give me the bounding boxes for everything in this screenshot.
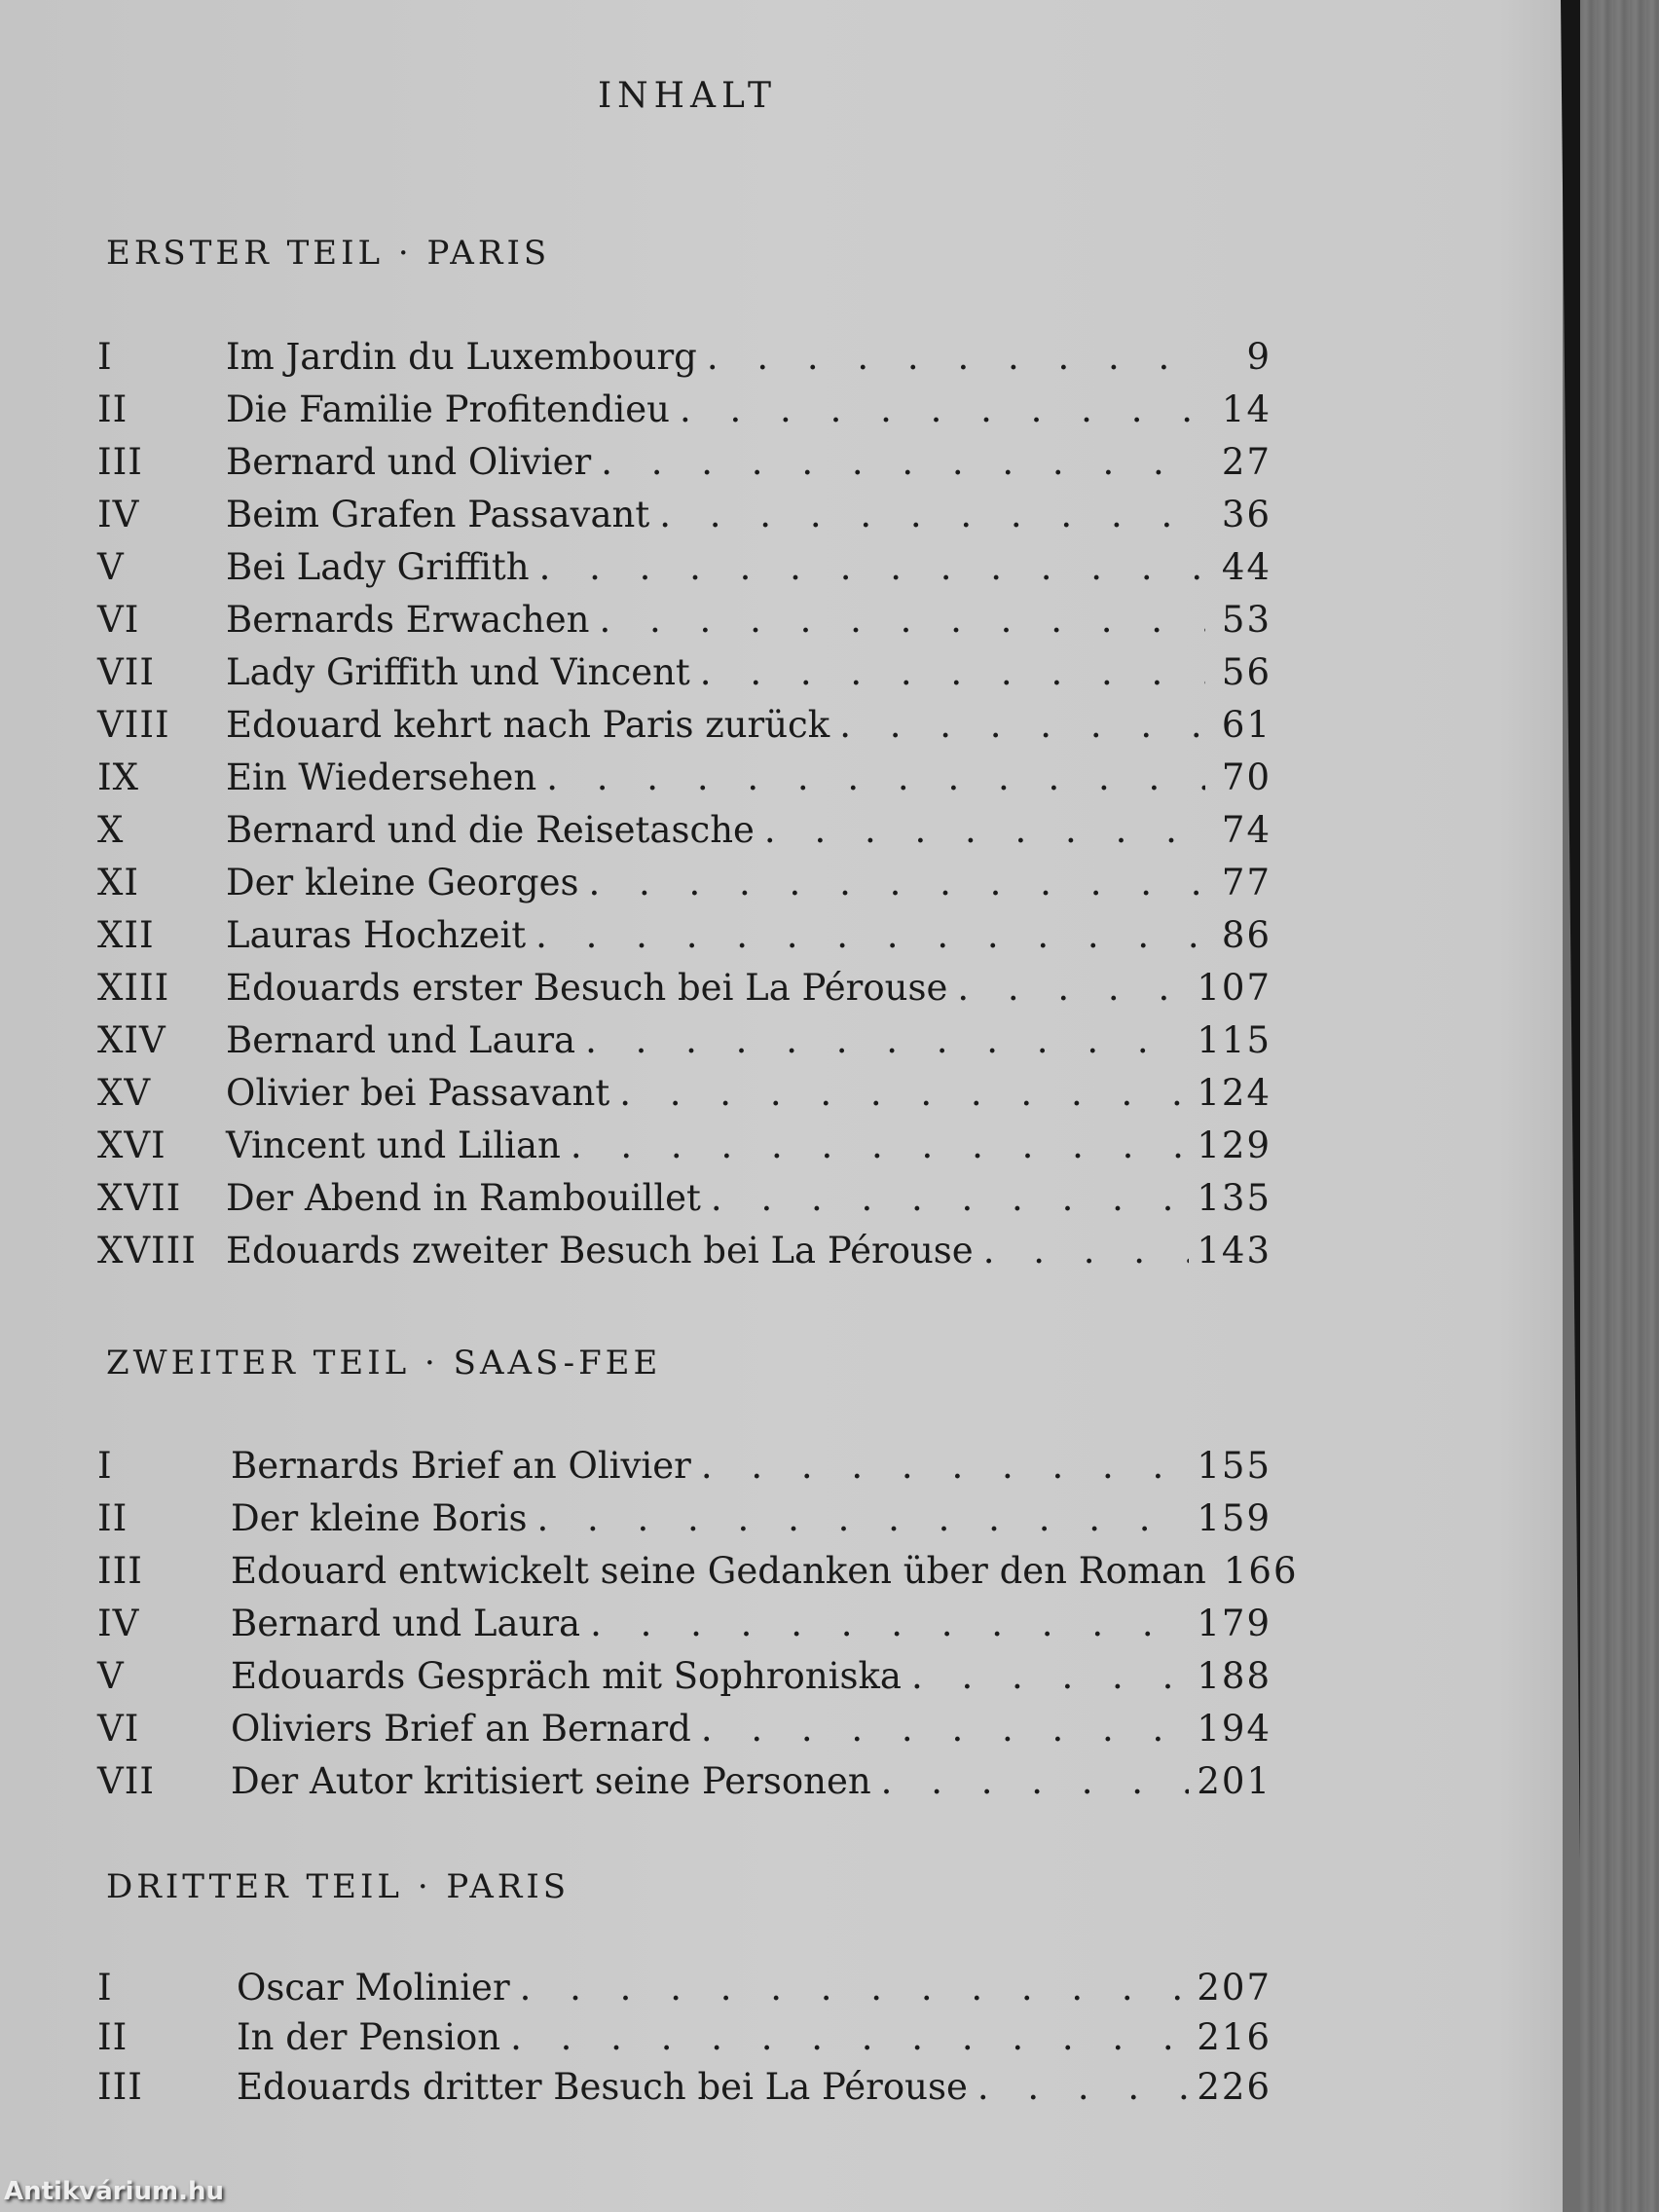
chapter-title: Edouards erster Besuch bei La Pérouse <box>226 967 948 1009</box>
page-number: 9 <box>1246 336 1272 378</box>
chapter-number: II <box>97 2016 129 2058</box>
toc-entry <box>97 756 1272 809</box>
page-number: 166 <box>1223 1550 1299 1592</box>
toc-entry <box>97 1550 1299 1603</box>
page-number: 124 <box>1197 1072 1272 1114</box>
toc-entry <box>97 1655 1272 1708</box>
chapter-title: Im Jardin du Luxembourg <box>226 336 697 378</box>
page-number: 107 <box>1197 967 1272 1009</box>
chapter-number: VI <box>97 1708 140 1750</box>
dot-leader <box>571 1124 1189 1166</box>
dot-leader <box>510 2016 1189 2058</box>
dot-leader <box>957 967 1189 1009</box>
toc-entry <box>97 441 1272 494</box>
chapter-list-part-3 <box>97 1967 1272 2116</box>
dot-leader <box>585 1019 1189 1061</box>
dot-leader <box>977 2066 1190 2108</box>
page-number: 86 <box>1221 914 1272 956</box>
chapter-title: Lauras Hochzeit <box>226 914 527 956</box>
page-number: 143 <box>1197 1230 1272 1272</box>
chapter-title: Olivier bei Passavant <box>226 1072 610 1114</box>
chapter-number: XVII <box>97 1177 182 1219</box>
chapter-number: VIII <box>97 704 170 746</box>
chapter-number: I <box>97 1445 113 1487</box>
dot-leader <box>701 1708 1190 1750</box>
toc-entry <box>97 1072 1272 1124</box>
chapter-number: XVI <box>97 1124 166 1166</box>
chapter-title: Bernard und Laura <box>226 1019 576 1061</box>
toc-entry <box>97 1230 1272 1282</box>
page-number: 155 <box>1197 1445 1272 1487</box>
toc-entry <box>97 599 1272 651</box>
chapter-number: IV <box>97 494 140 535</box>
part-heading-3: DRITTER TEIL · PARIS <box>106 1867 571 1906</box>
chapter-number: X <box>97 809 125 851</box>
watermark: Antikvárium.hu <box>4 2177 224 2206</box>
toc-entry <box>97 388 1272 441</box>
part-heading-1: ERSTER TEIL · PARIS <box>106 234 551 273</box>
page-number: 135 <box>1197 1177 1272 1219</box>
page-number: 77 <box>1221 862 1272 903</box>
dot-leader <box>701 1445 1190 1487</box>
page-number: 226 <box>1197 2066 1272 2108</box>
page-number: 216 <box>1197 2016 1272 2058</box>
chapter-number: XIV <box>97 1019 166 1061</box>
page-number: 53 <box>1221 599 1272 641</box>
chapter-title: Edouards dritter Besuch bei La Pérouse <box>237 2066 968 2108</box>
dot-leader <box>700 651 1205 693</box>
page-number: 27 <box>1221 441 1272 483</box>
toc-entry <box>97 967 1272 1019</box>
toc-entry <box>97 1019 1272 1072</box>
chapter-number: IX <box>97 756 139 798</box>
chapter-number: III <box>97 2066 143 2108</box>
chapter-title: Bernards Brief an Olivier <box>231 1445 691 1487</box>
dot-leader <box>707 336 1205 378</box>
toc-entry <box>97 546 1272 599</box>
chapter-title: Edouards Gespräch mit Sophroniska <box>231 1655 902 1697</box>
chapter-title: Edouard entwickelt seine Gedanken über den Roman <box>231 1550 1206 1592</box>
toc-entry <box>97 1497 1272 1550</box>
chapter-title: Bernard und Laura <box>231 1603 581 1644</box>
dot-leader <box>881 1760 1190 1802</box>
chapter-number: III <box>97 1550 143 1592</box>
page-number: 188 <box>1197 1655 1272 1697</box>
page-number: 201 <box>1197 1760 1272 1802</box>
chapter-list-part-2 <box>97 1445 1299 1813</box>
chapter-title: Bernards Erwachen <box>226 599 590 641</box>
dot-leader <box>546 756 1205 798</box>
toc-entry <box>97 914 1272 967</box>
dot-leader <box>711 1177 1189 1219</box>
page-number: 70 <box>1221 756 1272 798</box>
chapter-number: V <box>97 546 125 588</box>
chapter-title: Der kleine Georges <box>226 862 579 903</box>
chapter-number: XV <box>97 1072 152 1114</box>
chapter-number: VII <box>97 651 155 693</box>
chapter-number: I <box>97 336 113 378</box>
chapter-number: XVIII <box>97 1230 197 1272</box>
toc-entry <box>97 1967 1272 2016</box>
chapter-number: II <box>97 388 129 430</box>
dot-leader <box>619 1072 1189 1114</box>
toc-entry <box>97 1177 1272 1230</box>
part-heading-2: ZWEITER TEIL · SAAS-FEE <box>106 1344 662 1382</box>
page-number: 179 <box>1197 1603 1272 1644</box>
page-number: 74 <box>1221 809 1272 851</box>
toc-entry <box>97 1445 1272 1497</box>
page-number: 207 <box>1197 1967 1272 2009</box>
dot-leader <box>535 914 1205 956</box>
dot-leader <box>600 599 1206 641</box>
chapter-number: I <box>97 1967 113 2009</box>
chapter-title: Der kleine Boris <box>231 1497 528 1539</box>
chapter-title: Bei Lady Griffith <box>226 546 530 588</box>
chapter-title: Ein Wiedersehen <box>226 756 537 798</box>
page-number: 194 <box>1197 1708 1272 1750</box>
chapter-title: Lady Griffith und Vincent <box>226 651 690 693</box>
dot-leader <box>601 441 1205 483</box>
page-number: 115 <box>1197 1019 1272 1061</box>
toc-entry <box>97 1124 1272 1177</box>
chapter-title: In der Pension <box>237 2016 501 2058</box>
chapter-number: V <box>97 1655 125 1697</box>
background-surface <box>1580 0 1659 2212</box>
page-number: 36 <box>1221 494 1272 535</box>
dot-leader <box>539 546 1205 588</box>
chapter-title: Die Familie Profitendieu <box>226 388 670 430</box>
dot-leader <box>911 1655 1189 1697</box>
page-number: 159 <box>1197 1497 1272 1539</box>
chapter-list-part-1 <box>97 336 1272 1282</box>
dot-leader <box>590 1603 1189 1644</box>
toc-entry <box>97 862 1272 914</box>
dot-leader <box>764 809 1205 851</box>
chapter-title: Beim Grafen Passavant <box>226 494 650 535</box>
chapter-title: Oliviers Brief an Bernard <box>231 1708 691 1750</box>
chapter-title: Bernard und Olivier <box>226 441 592 483</box>
chapter-title: Der Autor kritisiert seine Personen <box>231 1760 871 1802</box>
chapter-title: Edouard kehrt nach Paris zurück <box>226 704 830 746</box>
page-number: 129 <box>1197 1124 1272 1166</box>
toc-entry <box>97 494 1272 546</box>
toc-entry <box>97 1603 1272 1655</box>
dot-leader <box>536 1497 1189 1539</box>
chapter-number: IV <box>97 1603 140 1644</box>
chapter-number: III <box>97 441 143 483</box>
chapter-title: Edouards zweiter Besuch bei La Pérouse <box>226 1230 974 1272</box>
dot-leader <box>839 704 1205 746</box>
page-number: 61 <box>1221 704 1272 746</box>
toc-entry <box>97 336 1272 388</box>
page-number: 56 <box>1221 651 1272 693</box>
chapter-number: XIII <box>97 967 170 1009</box>
chapter-title: Der Abend in Rambouillet <box>226 1177 701 1219</box>
chapter-number: XI <box>97 862 139 903</box>
page-number: 14 <box>1221 388 1272 430</box>
dot-leader <box>983 1230 1190 1272</box>
toc-entry <box>97 2016 1272 2066</box>
toc-entry <box>97 704 1272 756</box>
dot-leader <box>680 388 1205 430</box>
chapter-title: Vincent und Lilian <box>226 1124 561 1166</box>
toc-entry <box>97 651 1272 704</box>
chapter-number: II <box>97 1497 129 1539</box>
dot-leader <box>520 1967 1190 2009</box>
dot-leader <box>588 862 1205 903</box>
page-number: 44 <box>1221 546 1272 588</box>
dot-leader <box>659 494 1205 535</box>
chapter-title: Oscar Molinier <box>237 1967 510 2009</box>
toc-entry <box>97 2066 1272 2116</box>
chapter-number: VII <box>97 1760 155 1802</box>
chapter-title: Bernard und die Reisetasche <box>226 809 755 851</box>
chapter-number: XII <box>97 914 155 956</box>
toc-entry <box>97 809 1272 862</box>
toc-entry <box>97 1760 1272 1813</box>
chapter-number: VI <box>97 599 140 641</box>
page-title: INHALT <box>597 76 778 116</box>
toc-entry <box>97 1708 1272 1760</box>
